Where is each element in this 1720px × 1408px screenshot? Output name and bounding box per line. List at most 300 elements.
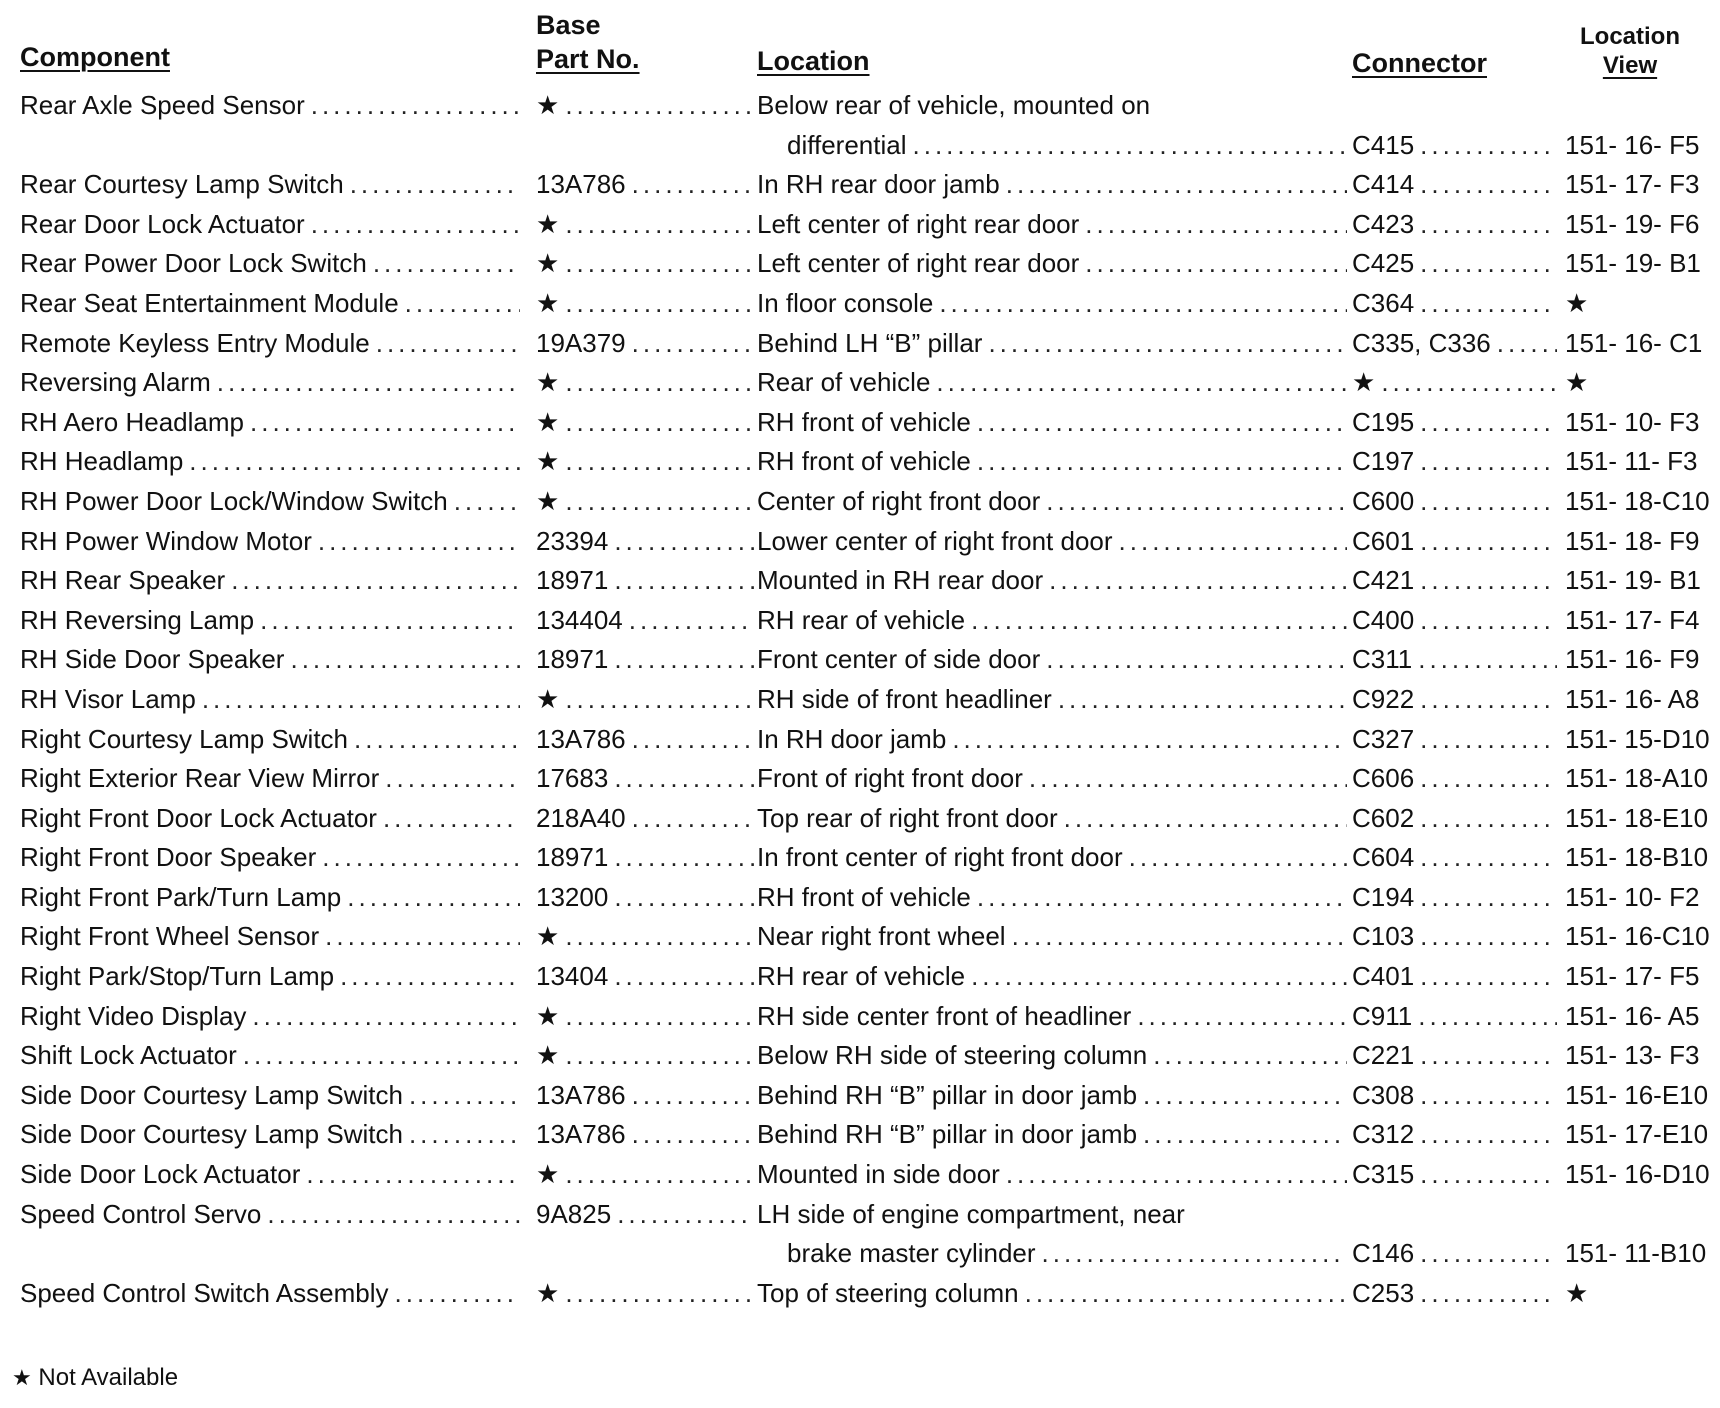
location-view-cell-text: 151- 16- F9 [1565,644,1700,675]
location-view-cell-text: 151- 19- B1 [1565,565,1701,596]
dot-leader [559,1274,754,1314]
part-no-cell-text: 18971 [536,842,609,873]
location-cell [757,244,1347,284]
dot-leader [623,601,754,641]
table-row [0,917,1720,957]
connector-cell-text: C423 [1352,208,1415,239]
connector-cell-text: C600 [1352,485,1415,516]
component-cell-text: RH Aero Headlamp [20,406,244,437]
component-cell [20,205,520,245]
table-row [0,244,1720,284]
dot-leader [1023,759,1347,799]
location-cell [757,680,1347,720]
location-view-cell [1565,126,1715,166]
location-view-cell-text: 151- 18-A10 [1565,763,1709,794]
dot-leader [626,720,754,760]
part-no-cell [536,561,754,601]
connector-cell-text: C221 [1352,1040,1415,1071]
location-cell-text: Center of right front door [757,485,1041,516]
location-view-cell-text: 151- 16- C1 [1565,327,1703,358]
location-view-cell-text: 151- 16- A5 [1565,1000,1700,1031]
component-cell [20,917,520,957]
part-no-cell [536,917,754,957]
connector-cell [1352,126,1557,166]
location-view-cell-text: 151- 16-E10 [1565,1079,1709,1110]
part-no-cell [536,86,754,126]
component-cell [20,1115,520,1155]
component-cell [20,1195,520,1235]
location-view-cell [1565,799,1715,839]
component-cell [20,403,520,443]
connector-cell [1352,1234,1557,1274]
dot-leader [608,838,754,878]
component-cell-text: Shift Lock Actuator [20,1040,237,1071]
part-no-cell-text: 13A786 [536,1119,626,1150]
location-cell-cont [787,1234,1347,1274]
table-row [0,878,1720,918]
location-view-cell-text: 151- 18-B10 [1565,842,1709,873]
dot-leader [377,799,520,839]
dot-leader [1040,482,1347,522]
dot-leader [1000,165,1347,205]
part-no-cell [536,680,754,720]
location-view-cell [1565,522,1715,562]
connector-cell-text: C194 [1352,881,1415,912]
location-cell [757,1076,1347,1116]
header-connector-label: Connector [1352,48,1487,78]
component-cell-text: Rear Door Lock Actuator [20,208,305,239]
location-view-cell [1565,1115,1715,1155]
table-row [0,1076,1720,1116]
dot-leader [367,244,520,284]
location-view-cell-text: ★ [1565,1277,1589,1308]
table-row [0,205,1720,245]
header-view-line2: View [1602,52,1658,79]
dot-leader [559,1036,754,1076]
connector-cell-text: C401 [1352,961,1415,992]
table-row [0,522,1720,562]
connector-cell [1352,1076,1557,1116]
footnote [12,1362,178,1394]
part-no-cell-text: ★ [536,1000,560,1031]
connector-cell [1352,1274,1557,1314]
connector-cell [1352,720,1557,760]
location-cell [757,561,1347,601]
table-row [0,997,1720,1037]
location-cell [757,759,1347,799]
component-cell [20,165,520,205]
dot-leader [1414,482,1557,522]
header-location [757,44,870,78]
location-cell [757,1115,1347,1155]
component-cell [20,284,520,324]
dot-leader [1414,957,1557,997]
dot-leader [559,1155,754,1195]
dot-leader [379,759,520,799]
dot-leader [626,1076,754,1116]
dot-leader [626,799,754,839]
dot-leader [1019,1274,1347,1314]
dot-leader [1131,997,1347,1037]
connector-cell-text: C311 [1352,644,1413,675]
dot-leader [611,1195,754,1235]
dot-leader [1036,1234,1347,1274]
dot-leader [1414,284,1557,324]
part-no-cell-text: ★ [536,1159,560,1190]
table-row [0,1195,1720,1274]
location-view-cell-text: 151- 18-C10 [1565,485,1710,516]
location-cell [757,640,1347,680]
dot-leader [1414,205,1557,245]
dot-leader [1414,838,1557,878]
location-view-cell [1565,878,1715,918]
connector-cell [1352,759,1557,799]
part-no-cell [536,1115,754,1155]
connector-cell-text: C146 [1352,1238,1415,1269]
location-cell [757,720,1347,760]
part-no-cell [536,1195,754,1235]
location-view-cell-text: 151- 18-E10 [1565,802,1709,833]
connector-cell-text: C315 [1352,1159,1415,1190]
dot-leader [1414,759,1557,799]
dot-leader [1043,561,1347,601]
dot-leader [559,284,754,324]
location-cell [757,917,1347,957]
location-cell-cont-text: differential [787,129,907,160]
connector-cell-text: C308 [1352,1079,1415,1110]
table-row [0,838,1720,878]
part-no-cell [536,640,754,680]
component-cell [20,759,520,799]
component-cell-text: Rear Seat Entertainment Module [20,287,399,318]
dot-leader [254,601,520,641]
dot-leader [1079,205,1347,245]
location-cell [757,284,1347,324]
dot-leader [1113,522,1347,562]
part-no-cell-text: ★ [536,208,560,239]
dot-leader [300,1155,520,1195]
location-cell-text: Behind RH “B” pillar in door jamb [757,1119,1138,1150]
dot-leader [608,640,754,680]
component-cell-text: RH Rear Speaker [20,565,226,596]
dot-leader [284,640,520,680]
dot-leader [344,165,520,205]
table-row [0,680,1720,720]
component-cell-text: Right Front Door Speaker [20,842,317,873]
connector-cell [1352,917,1557,957]
part-no-cell-text: 23394 [536,525,609,556]
location-cell [757,324,1347,364]
connector-cell [1352,363,1557,403]
part-no-cell [536,838,754,878]
part-no-cell-text: 13404 [536,961,609,992]
component-cell-text: RH Power Window Motor [20,525,312,556]
part-no-cell [536,957,754,997]
dot-leader [196,680,520,720]
part-no-cell-text: 9A825 [536,1198,612,1229]
connector-cell [1352,799,1557,839]
connector-cell-text: C606 [1352,763,1415,794]
dot-leader [370,324,520,364]
table-row [0,1274,1720,1314]
component-table-body [0,86,1720,1313]
dot-leader [341,878,520,918]
part-no-cell [536,601,754,641]
table-row [0,86,1720,165]
location-cell-text: In front center of right front door [757,842,1123,873]
connector-cell-text: C103 [1352,921,1415,952]
header-connector [1352,46,1487,80]
component-cell-text: Right Front Door Lock Actuator [20,802,377,833]
location-view-cell [1565,997,1715,1037]
part-no-cell [536,205,754,245]
connector-cell [1352,324,1557,364]
dot-leader [1414,244,1557,284]
location-view-cell [1565,205,1715,245]
header-component-label: Component [20,42,170,72]
location-view-cell-text: ★ [1565,287,1589,318]
dot-leader [1414,799,1557,839]
location-cell-text: Lower center of right front door [757,525,1113,556]
table-row [0,561,1720,601]
part-no-cell-text: 19A379 [536,327,626,358]
part-no-cell [536,1274,754,1314]
location-cell-text: Behind LH “B” pillar [757,327,983,358]
location-cell-text: In floor console [757,287,934,318]
part-no-cell-text: ★ [536,248,560,279]
part-no-cell-text: 13A786 [536,169,626,200]
component-cell [20,720,520,760]
dot-leader [1414,878,1557,918]
connector-cell-text: C414 [1352,169,1415,200]
location-cell-text: Top rear of right front door [757,802,1058,833]
location-view-cell-text: 151- 18- F9 [1565,525,1700,556]
component-cell-text: RH Side Door Speaker [20,644,285,675]
connector-cell-text: C911 [1352,1000,1413,1031]
location-view-cell [1565,561,1715,601]
location-view-cell-text: 151- 11- F3 [1565,446,1698,477]
dot-leader [971,878,1347,918]
table-row [0,482,1720,522]
location-cell-text: Front of right front door [757,763,1023,794]
location-cell-text: In RH door jamb [757,723,947,754]
location-cell-text: Below RH side of steering column [757,1040,1148,1071]
part-no-cell [536,759,754,799]
dot-leader [1375,363,1557,403]
connector-cell-text: C253 [1352,1277,1415,1308]
dot-leader [448,482,520,522]
part-no-cell [536,403,754,443]
dot-leader [559,680,754,720]
dot-leader [403,1076,520,1116]
location-cell-text: Left center of right rear door [757,208,1080,239]
table-row [0,640,1720,680]
dot-leader [348,720,520,760]
component-cell [20,838,520,878]
connector-cell-text: C335, C336 [1352,327,1491,358]
connector-cell-text: C425 [1352,248,1415,279]
dot-leader [559,363,754,403]
location-cell-text: RH front of vehicle [757,446,971,477]
part-no-cell-text: ★ [536,287,560,318]
location-cell [757,997,1347,1037]
location-view-cell [1565,680,1715,720]
part-no-cell [536,799,754,839]
location-view-cell-text: 151- 16- A8 [1565,683,1700,714]
part-no-cell [536,997,754,1037]
component-cell [20,601,520,641]
table-row [0,720,1720,760]
part-no-cell-text: 218A40 [536,802,626,833]
location-view-cell-text: ★ [1565,367,1589,398]
dot-leader [1414,1115,1557,1155]
location-view-cell [1565,363,1715,403]
part-no-cell-text: 17683 [536,763,609,794]
table-row [0,759,1720,799]
part-no-cell-text: ★ [536,921,560,952]
component-cell [20,640,520,680]
location-cell [757,482,1347,522]
component-cell-text: Rear Courtesy Lamp Switch [20,169,344,200]
dot-leader [1414,165,1557,205]
location-cell [757,1274,1347,1314]
connector-cell-text: C601 [1352,525,1415,556]
connector-cell-text: C327 [1352,723,1415,754]
component-cell-text: Speed Control Switch Assembly [20,1277,389,1308]
header-component [20,40,170,74]
connector-cell [1352,878,1557,918]
dot-leader [559,86,754,126]
dot-leader [626,1115,754,1155]
component-cell [20,324,520,364]
location-cell [757,878,1347,918]
dot-leader [1058,799,1347,839]
location-cell [757,1195,1347,1235]
connector-cell-text: C364 [1352,287,1415,318]
dot-leader [1414,720,1557,760]
location-cell [757,363,1347,403]
dot-leader [1147,1036,1347,1076]
location-cell [757,442,1347,482]
table-row [0,324,1720,364]
connector-cell [1352,561,1557,601]
dot-leader [559,244,754,284]
location-cell-cont-text: brake master cylinder [787,1238,1036,1269]
part-no-cell-text: ★ [536,446,560,477]
dot-leader [907,126,1348,166]
dot-leader [1414,561,1557,601]
part-no-cell-text: ★ [536,90,560,120]
table-row [0,284,1720,324]
connector-cell-text: C602 [1352,802,1415,833]
location-view-cell-text: 151- 17-E10 [1565,1119,1709,1150]
dot-leader [1414,442,1557,482]
dot-leader [261,1195,520,1235]
connector-cell [1352,640,1557,680]
dot-leader [933,284,1347,324]
location-cell [757,957,1347,997]
part-no-cell [536,720,754,760]
dot-leader [312,522,520,562]
connector-cell [1352,997,1557,1037]
dot-leader [1006,917,1347,957]
location-cell [757,165,1347,205]
part-no-cell-text: ★ [536,367,560,398]
location-cell [757,838,1347,878]
table-row [0,601,1720,641]
component-cell [20,442,520,482]
dot-leader [971,442,1347,482]
location-cell [757,205,1347,245]
part-no-cell [536,244,754,284]
part-no-cell [536,1155,754,1195]
table-row [0,403,1720,443]
dot-leader [559,917,754,957]
part-no-cell-text: ★ [536,1040,560,1071]
component-cell [20,997,520,1037]
connector-cell-text: C400 [1352,604,1415,635]
part-no-cell [536,442,754,482]
dot-leader [1414,917,1557,957]
part-no-cell-text: 18971 [536,644,609,675]
table-row [0,1036,1720,1076]
location-cell-text: Left center of right rear door [757,248,1080,279]
location-view-cell-text: 151- 17- F3 [1565,169,1700,200]
component-cell [20,86,520,126]
dot-leader [1414,403,1557,443]
header-part-line1: Base [536,10,601,40]
dot-leader [608,759,754,799]
connector-cell-text: C197 [1352,446,1415,477]
part-no-cell [536,363,754,403]
connector-cell-text: ★ [1352,367,1376,398]
dot-leader [1414,1155,1557,1195]
location-cell-text: RH side of front headliner [757,683,1052,714]
dot-leader [211,363,520,403]
dot-leader [626,324,754,364]
header-location-view [1570,22,1690,80]
table-row [0,799,1720,839]
table-row [0,1155,1720,1195]
component-cell-text: Side Door Courtesy Lamp Switch [20,1119,403,1150]
dot-leader [1079,244,1347,284]
dot-leader [965,957,1347,997]
location-view-cell-text: 151- 11-B10 [1565,1238,1707,1269]
part-no-cell [536,284,754,324]
connector-cell [1352,957,1557,997]
component-cell [20,482,520,522]
location-view-cell [1565,442,1715,482]
location-cell-text: RH side center front of headliner [757,1000,1132,1031]
dot-leader [946,720,1347,760]
location-view-cell-text: 151- 16- F5 [1565,129,1700,160]
part-no-cell-text: ★ [536,485,560,516]
component-cell-text: Right Exterior Rear View Mirror [20,763,380,794]
part-no-cell-text: ★ [536,683,560,714]
component-cell-text: Right Video Display [20,1000,247,1031]
location-view-cell-text: 151- 17- F4 [1565,604,1700,635]
star-icon: ★ [12,1365,32,1390]
component-cell-text: Speed Control Servo [20,1198,262,1229]
location-view-cell [1565,917,1715,957]
part-no-cell-text: 13A786 [536,1079,626,1110]
location-view-cell-text: 151- 16-C10 [1565,921,1710,952]
dot-leader [403,1115,520,1155]
component-cell [20,561,520,601]
connector-cell-text: C922 [1352,683,1415,714]
dot-leader [237,1036,520,1076]
connector-cell [1352,838,1557,878]
